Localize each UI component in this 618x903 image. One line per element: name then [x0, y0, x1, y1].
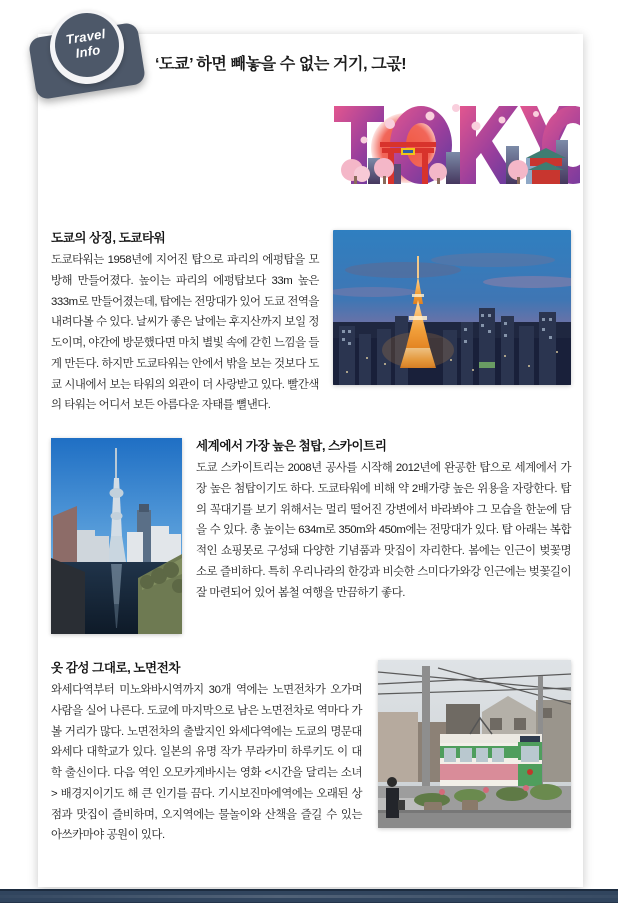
- badge-label-line1: Travel: [64, 26, 107, 48]
- page-title: ‘도쿄’ 하면 빼놓을 수 없는 거기, 그곣!: [155, 56, 407, 73]
- article-title: 세계에서 가장 높은 첨탑, 스카이트리: [196, 439, 387, 453]
- tokyo-skytree-canal-photo: [51, 438, 182, 634]
- article-body: 도쿄 스카이트리는 2008년 공사를 시작해 2012년에 완공한 탑으로 세계에서 가장 높은 첨탑이기도 하다. 도쿄타워에 비해 약 2배가량 높은 위용을 자랑한다. 탑의 꼭대기를 보기 위해서는 멀리 떨어진 강변에서 바라봐야 그 모습을 한눈에 담을 수 있다. 총 높이는 634m로 350m와 450m에는 전망대가 있다. 탑 아래는 복합적인 쇼핑못로 구성돼 다양한 기념품과 맛집이 자리한다. 봄에는 인근이 벚꽃명소로 즐비하다. 특히 우리나라의 한강과 비슷한 스미다가와강 인근에는 벚꽃길이 잘 마련되어 있어 봄철 여행을 만끔하기 좋다.: [196, 462, 571, 599]
- badge-label-line2: Info: [74, 42, 102, 61]
- article-list: [51, 228, 571, 846]
- tokyo-wordmark-logo: [330, 96, 580, 200]
- article-skytree: [51, 436, 571, 640]
- article-tokyo-tower: [51, 228, 571, 416]
- tokyo-tower-night-photo: [333, 230, 571, 385]
- travel-info-badge: [24, 8, 152, 114]
- article-title: 옷 감성 그대로, 노면전차: [51, 661, 181, 675]
- bottom-bar-sheen: [0, 895, 618, 898]
- article-streetcar: [51, 658, 571, 846]
- tokyo-streetcar-photo: [378, 660, 571, 828]
- bottom-status-bar: [0, 889, 618, 903]
- article-title: 도쿄의 상징, 도쿄타워: [51, 231, 166, 245]
- article-body: 도쿄타워는 1958년에 지어진 탑으로 파리의 에펑탑을 모방해 만들어졌다. 높이는 파리의 에펑탑보다 33m 높은 333m로 만들어졌는데, 탑에는 전망대가 있어 도쿄 전역을 내려다볼 수 있다. 날씨가 좋은 날에는 후지산까지 보일 정도이며, 야간에 방문했다면 마치 별빛 속에 갇힌 느낌을 들게 만든다. 하지만 도쿄타워는 안에서 밖을 보는 것보다 도쿄 시내에서 보는 타워의 외관이 더 사랑받고 있다. 빨간색의 타워는 어디서 보든 아름다운 자태를 뼐낸다.: [51, 254, 319, 412]
- article-body: 와세다역부터 미노와바시역까지 30개 역에는 노면전차가 오가며 사람을 실어 나른다. 도쿄에 마지막으로 남은 노면전차로 역마다 가볼 거리가 많다. 노면전차의 출발지인 와세다역에는 도쿄의 명문대 와세다 대학교가 있다. 일본의 유명 작가 무라카미 하루키도 이 대학 출신이다. 다음 역인 오모카게바시는 영화 <시간을 달리는 소녀> 배경지이기도 해 큰 인기를 끔다. 기시보진마에역에는 오래된 상점과 맛집이 즐비하며, 오지역에는 물놀이와 산책을 즐길 수 있는 아쓰카마야 공원이 있다.: [51, 684, 362, 842]
